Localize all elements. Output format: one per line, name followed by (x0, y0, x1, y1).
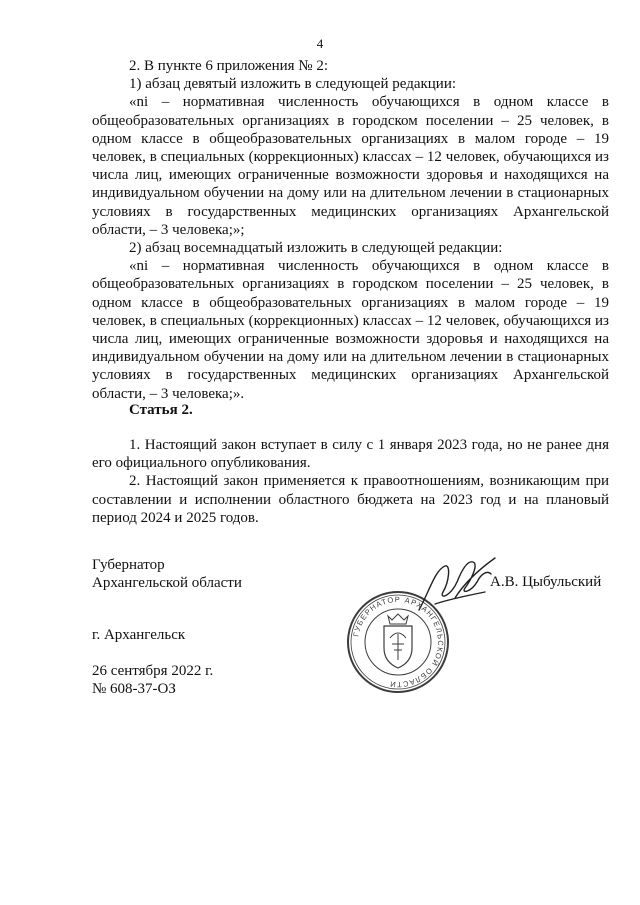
article-2-paragraph-1: 1. Настоящий закон вступает в силу с 1 января 2023 года, но не ранее дня его официального опубликования. (92, 437, 609, 472)
subitem-2-text: «ni – нормативная численность обучающихся в одном классе в общеобразовательных организациях в городском поселении – 25 человек, в одном классе в общеобразовательных организациях в малом городе – 19 человек, в специальных (коррекционных) классах – 12 человек, обучающихся из числа лиц, имеющих ограниченные возможности здоровья и находящихся на индивидуальном обучении на дому или на длительном лечении в стационарных условиях в государственных медицинских организациях Архангельской области, – 3 человека;». (92, 258, 609, 402)
seal-text: ГУБЕРНАТОР АРХАНГЕЛЬСКОЙ ОБЛАСТИ (351, 594, 446, 690)
subitem-1-text: «ni – нормативная численность обучающихся в одном классе в общеобразовательных организациях в городском поселении – 25 человек, в одном классе в общеобразовательных организациях в малом городе – 19 человек, в специальных (коррекционных) классах – 12 человек, обучающихся из числа лиц, имеющих ограниченные возможности здоровья и находящихся на индивидуальном обучении на дому или на длительном лечении в стационарных условиях в государственных медицинских организациях Архангельской области, – 3 человека;»; (92, 94, 609, 238)
article-2-heading: Статья 2. (129, 402, 193, 418)
signatory-name: А.В. Цыбульский (490, 574, 602, 590)
item-2-title: 2. В пункте 6 приложения № 2: (129, 58, 329, 74)
subitem-2-title: 2) абзац восемнадцатый изложить в следующей редакции: (129, 240, 503, 257)
handwritten-signature-icon (415, 552, 500, 622)
subitem-1-title: 1) абзац девятый изложить в следующей редакции: (129, 76, 457, 93)
amendments-block (92, 57, 609, 403)
page-number: 4 (316, 36, 324, 51)
city: г. Архангельск (92, 627, 186, 643)
position-line-1: Губернатор (92, 557, 165, 573)
position-line-2: Архангельской области (92, 575, 242, 592)
law-number: № 608-37-ОЗ (92, 681, 176, 698)
date-and-number (92, 662, 213, 698)
article-2-body (92, 436, 609, 527)
date: 26 сентября 2022 г. (92, 663, 214, 679)
signatory-position (92, 556, 242, 592)
article-2-paragraph-2: 2. Настоящий закон применяется к правоотношениям, возникающим при составлении и исполнении областного бюджета на 2023 год и на плановый период 2024 и 2025 годов. (92, 473, 609, 526)
